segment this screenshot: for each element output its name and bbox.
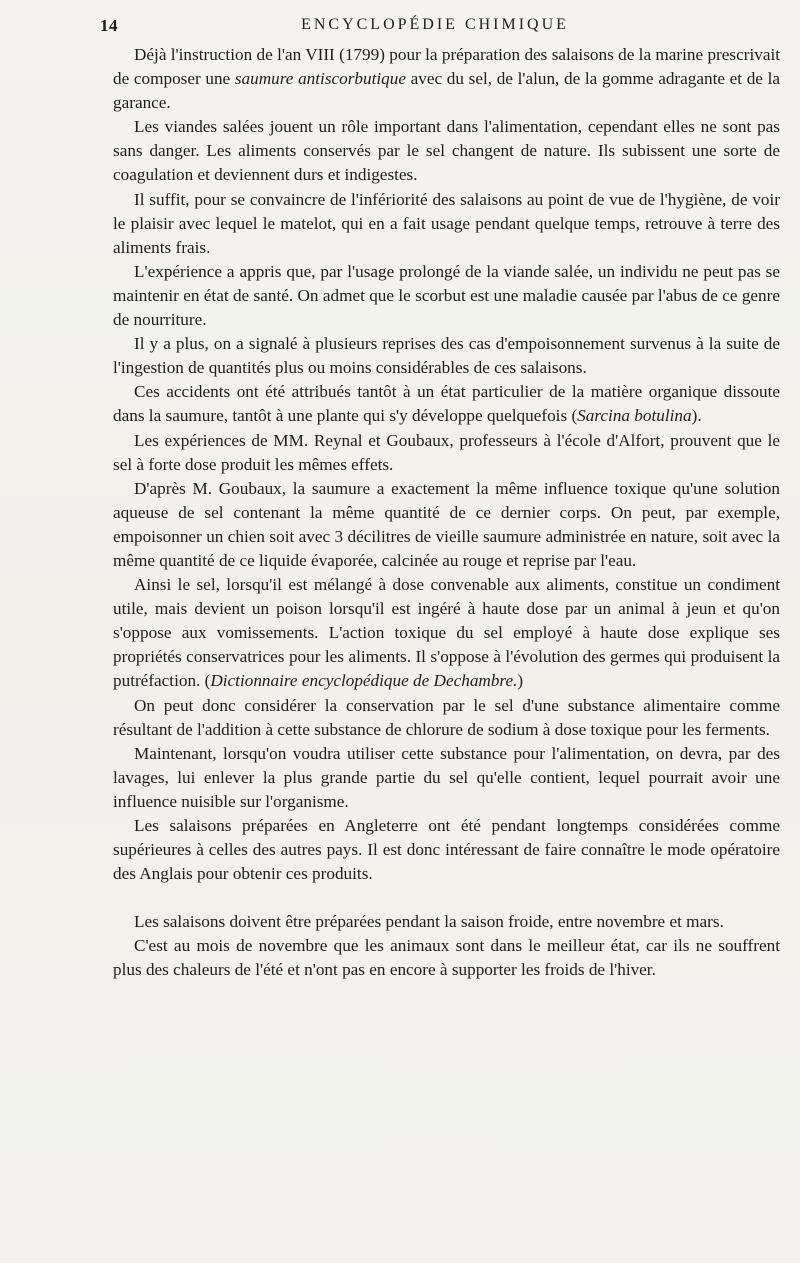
paragraph-9-text-c: ) (517, 671, 524, 691)
paragraph-1-italic: saumure antiscorbutique (234, 69, 406, 89)
paragraph-1-text-a: Déjà l'instruction de l'an VIII (1799) pour la préparation des salaisons de la marine prescrivait de composer une (113, 45, 780, 89)
page-number: 14 (100, 16, 118, 35)
paragraph-11: Maintenant, lorsqu'on voudra utiliser cette substance pour l'alimentation, on devra, par des lavages, lui enlever la plus grande partie du sel qu'elle contient, lequel pourrait avoir une influence nuisible sur l'organisme. (113, 743, 780, 811)
paragraph-4: L'expérience a appris que, par l'usage prolongé de la viande salée, un individu ne peut pas se maintenir en état de santé. On admet que le scorbut est une maladie causée par l'abus de ce genre de nourriture. (113, 261, 780, 330)
paragraph-9-italic: Dictionnaire encyclopédique de Dechambre. (210, 671, 518, 691)
paragraph-12: Les salaisons préparées en Angleterre ont été pendant longtemps considérées comme supérieures à celles des autres pays. Il est donc intéressant de faire connaître le mode opératoire des Anglais pour obtenir ces produits. (113, 816, 780, 884)
paragraph-1 (113, 43, 780, 115)
paragraph-6-text-c: ). (691, 406, 702, 426)
paragraph-6-italic: Sarcina botulina (577, 406, 692, 426)
running-title: ENCYCLOPÉDIE CHIMIQUE (301, 16, 569, 33)
paragraph-3: Il suffit, pour se convaincre de l'infériorité des salaisons au point de vue de l'hygiène, de voir le plaisir avec lequel le matelot, qui en a fait usage pendant quelque temps, retrouve à terre des aliments frais. (113, 189, 780, 257)
page-header (100, 14, 770, 38)
paragraph-14: C'est au mois de novembre que les animaux sont dans le meilleur état, car ils ne souffrent plus des chaleurs de l'été et n'ont pas en encore à supporter les froids de l'hiver. (113, 936, 780, 980)
paragraph-8: D'après M. Goubaux, la saumure a exactement la même influence toxique qu'une solution aqueuse de sel contenant la même quantité de ce dernier corps. On peut, par exemple, empoisonner un chien soit avec 3 décilitres de vieille saumure administrée en nature, soit avec la même quantité de ce liquide évaporée, calcinée au rouge et reprise par l'eau. (113, 478, 780, 570)
paragraph-1-text-c: avec du sel, de l'alun, de la gomme adragante et de la garance. (113, 69, 781, 113)
paragraph-7: Les expériences de MM. Reynal et Goubaux, professeurs à l'école d'Alfort, prouvent que le sel à forte dose produit les mêmes effets. (113, 430, 780, 474)
body-text (113, 43, 780, 983)
paragraph-6 (113, 380, 780, 428)
paragraph-9-text-a: Ainsi le sel, lorsqu'il est mélangé à dose convenable aux aliments, constitue un condiment utile, mais devient un poison lorsqu'il est ingéré à haute dose par un animal à jeun et qu'on s'oppose aux vomissements. L'action toxique du sel employé à haute dose explique ses propriétés conservatrices pour les aliments. Il s'oppose à l'évolution des germes qui produisent la putréfaction. ( (113, 575, 780, 691)
paragraph-6-text-a: Ces accidents ont été attribués tantôt à un état particulier de la matière organique dissoute dans la saumure, tantôt à une plante qui s'y développe quelquefois ( (113, 382, 780, 426)
paragraph-9 (113, 573, 780, 693)
paragraph-2: Les viandes salées jouent un rôle important dans l'alimentation, cependant elles ne sont pas sans danger. Les aliments conservés par le sel changent de nature. Ils subissent une sorte de coagulation et deviennent durs et indigestes. (113, 117, 780, 185)
paragraph-5: Il y a plus, on a signalé à plusieurs reprises des cas d'empoisonnement survenus à la suite de l'ingestion de quantités plus ou moins considérables de ces salaisons. (113, 334, 780, 378)
paragraph-13: Les salaisons doivent être préparées pendant la saison froide, entre novembre et mars. (134, 912, 724, 932)
paragraph-10: On peut donc considérer la conservation par le sel d'une substance alimentaire comme résultant de l'addition à cette substance de chlorure de sodium à dose toxique pour les ferments. (113, 695, 780, 739)
